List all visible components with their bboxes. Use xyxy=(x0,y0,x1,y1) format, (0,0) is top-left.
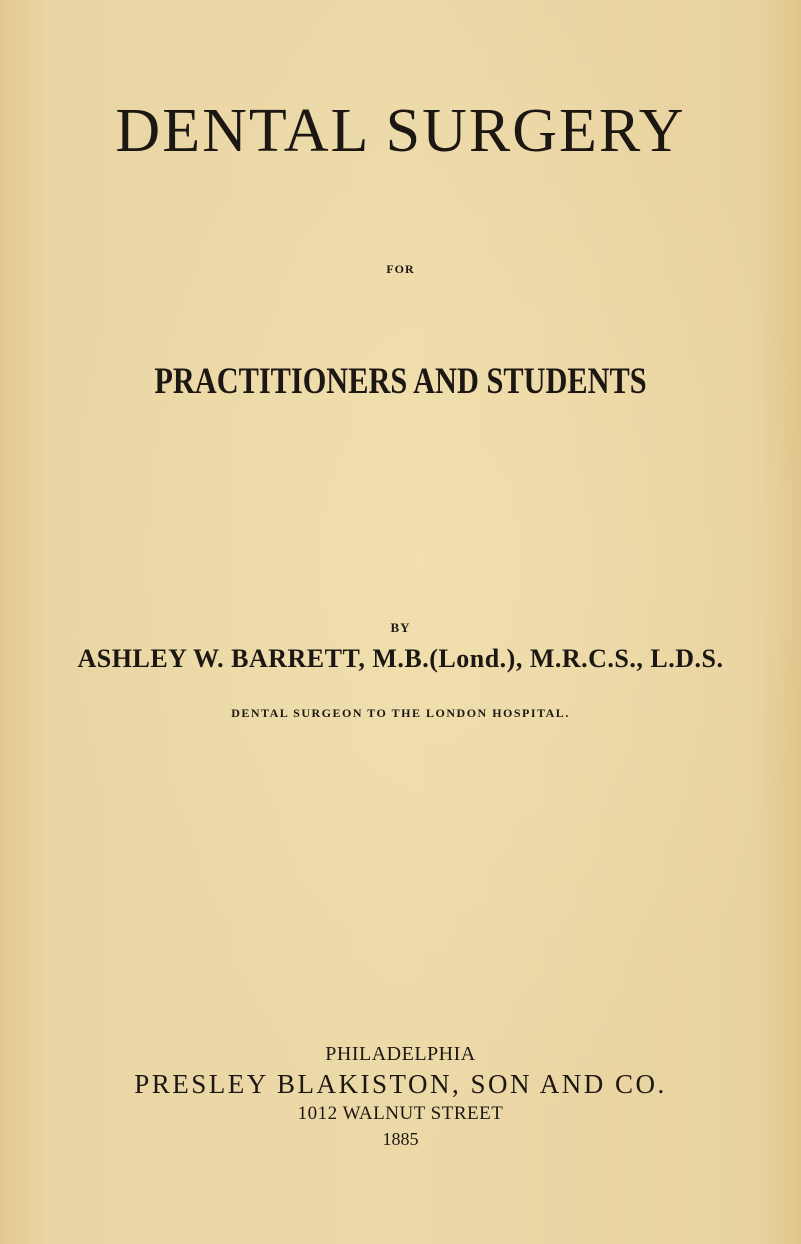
author-affiliation: DENTAL SURGEON TO THE LONDON HOSPITAL. xyxy=(231,706,570,720)
book-title: DENTAL SURGERY xyxy=(115,97,686,165)
publisher-address: 1012 WALNUT STREET xyxy=(297,1103,504,1124)
author-name: ASHLEY W. BARRETT, M.B.(Lond.), M.R.C.S., L.D.S. xyxy=(77,644,724,673)
for-label: FOR xyxy=(386,262,415,276)
by-label: BY xyxy=(390,620,411,635)
publisher-city: PHILADELPHIA xyxy=(325,1043,476,1065)
book-subtitle: PRACTITIONERS AND STUDENTS xyxy=(154,361,647,402)
publication-year: 1885 xyxy=(382,1129,419,1149)
publisher-name: PRESLEY BLAKISTON, SON AND CO. xyxy=(134,1069,667,1099)
